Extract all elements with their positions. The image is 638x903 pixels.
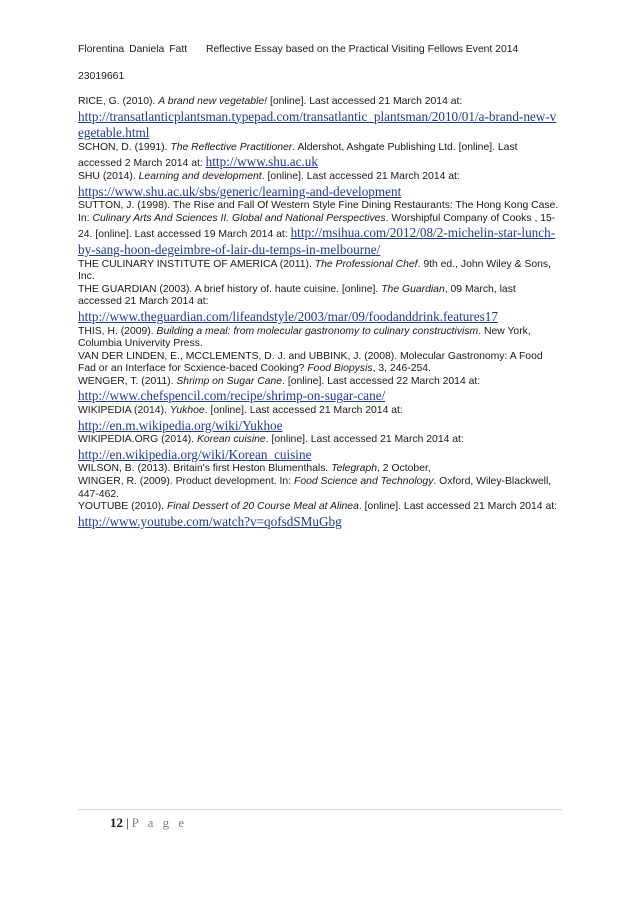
reference-entry (78, 351, 561, 376)
reference-work-title: Shrimp on Sugar Cane (176, 375, 283, 387)
reference-entry (78, 405, 561, 434)
reference-entry (78, 434, 561, 463)
reference-authors: WENGER, T. (2011). (78, 375, 177, 387)
reference-work-title: Building a meal: from molecular gastronomy to culinary constructivism (156, 325, 479, 337)
reference-work-title: A brand new vegetable! (158, 96, 268, 107)
reference-authors: THIS, H. (2009). (78, 325, 157, 337)
reference-details: . Aldershot, Ashgate Publishing Ltd. [online]. Last accessed 2 March 2014 at: (78, 141, 518, 170)
reference-details: . [online]. Last accessed 21 March 2014 at: (261, 170, 460, 182)
reference-work-title: Yukhoe (169, 405, 205, 417)
reference-authors: WILSON, B. (2013). Britain's first Heston Blumenthals. (78, 463, 332, 475)
reference-authors: THE CULINARY INSTITUTE OF AMERICA (2011). (78, 258, 315, 270)
page-number: 12 (110, 815, 123, 830)
reference-details: [online]. Last accessed 21 March 2014 at: (267, 96, 463, 107)
header-title: Reflective Essay based on the Practical Visiting Fellows Event 2014 (206, 44, 519, 55)
reference-link[interactable]: http://www.shu.ac.uk (205, 154, 318, 170)
reference-entry (78, 171, 561, 200)
reference-authors: WIKIPEDIA.ORG (2014). (78, 434, 197, 446)
reference-work-title: The Reflective Practitioner (170, 141, 293, 153)
reference-authors: SUTTON, J. (1998). The Rise and Fall Of Western Style Fine Dining Restaurants: The Hong Kong Case. In: (78, 200, 559, 224)
reference-entry (78, 463, 561, 476)
reference-link[interactable]: http://transatlanticplantsman.typepad.com/transatlantic_plantsman/2010/01/a-brand-new-vegetable.html (78, 108, 557, 141)
header-author: Florentina Daniela Fatt (78, 44, 188, 55)
reference-details: . [online]. Last accessed 21 March 2014 at: (204, 405, 403, 417)
footer-divider (78, 809, 562, 810)
reference-authors: YOUTUBE (2010). (78, 501, 167, 513)
reference-entry (78, 96, 561, 142)
student-id: 23019661 (78, 71, 125, 82)
reference-entry (78, 200, 561, 258)
reference-entry (78, 259, 561, 284)
reference-details: . [online]. Last accessed 22 March 2014 at: (282, 375, 481, 387)
reference-authors: VAN DER LINDEN, E., MCCLEMENTS, D. J. and UBBINK, J. (2008). Molecular Gastronomy: A Food Fad or an Interface for Scxience-baced Cooking? (78, 350, 543, 375)
reference-work-title: The Professional Chef (314, 258, 418, 270)
reference-authors: WINGER, R. (2009). Product development. In: (78, 476, 294, 488)
page-footer (110, 815, 187, 831)
reference-details: . 9th ed., John Wiley & Sons, Inc. (78, 258, 551, 283)
reference-entry (78, 326, 561, 351)
reference-authors: SHU (2014). (78, 170, 139, 182)
reference-link[interactable]: http://www.theguardian.com/lifeandstyle/2003/mar/09/foodanddrink.features17 (78, 308, 498, 324)
reference-details: . [online]. Last accessed 21 March 2014 at: (358, 501, 557, 513)
reference-work-title: Culinary Arts And Sciences II. Global and National Perspectives (92, 212, 386, 224)
reference-entry (78, 376, 561, 405)
reference-details: . Oxford, Wiley-Blackwell, 447-462. (78, 476, 552, 500)
reference-details: , 2 October, (377, 463, 431, 475)
reference-details: , 09 March, last accessed 21 March 2014 at: (78, 283, 516, 308)
reference-link[interactable]: http://msihua.com/2012/08/2-michelin-star-lunch-by-sang-hoon-degeimbre-of-lair-du-temps-in-melbourne/ (78, 225, 556, 257)
reference-link[interactable]: http://en.wikipedia.org/wiki/Korean_cuisine (78, 446, 312, 462)
reference-authors: SCHON, D. (1991). (78, 141, 171, 153)
reference-link[interactable]: http://en.m.wikipedia.org/wiki/Yukhoe (78, 417, 283, 433)
reference-authors: RICE, G. (2010). (78, 96, 159, 107)
reference-authors: THE GUARDIAN (2003). A brief history of. haute cuisine. [online]. (78, 283, 382, 295)
reference-list (78, 96, 561, 530)
reference-link[interactable]: http://www.chefspencil.com/recipe/shrimp-on-sugar-cane/ (78, 388, 386, 404)
reference-entry (78, 284, 561, 326)
reference-details: . New York, Columbia Univervity Press. (78, 325, 531, 350)
reference-entry (78, 501, 561, 530)
reference-work-title: Food Science and Technology (293, 476, 434, 488)
reference-work-title: The Guardian (381, 283, 445, 295)
reference-details: . [online]. Last accessed 21 March 2014 at: (265, 434, 464, 446)
reference-work-title: Telegraph (331, 463, 378, 475)
reference-link[interactable]: https://www.shu.ac.uk/sbs/generic/learning-and-development (78, 183, 402, 199)
page-label: P a g e (131, 815, 188, 830)
reference-details: . Worshipful Company of Cooks , 15-24. [online]. Last accessed 19 March 2014 at: (78, 212, 556, 241)
reference-details: , 3, 246-254. (372, 363, 431, 375)
reference-work-title: Food Biopysis (307, 363, 373, 375)
reference-authors: WIKIPEDIA (2014). (78, 405, 170, 417)
reference-work-title: Final Dessert of 20 Course Meal at Alinea (166, 501, 359, 513)
reference-entry (78, 142, 561, 171)
page-header (78, 44, 578, 55)
reference-link[interactable]: http://www.youtube.com/watch?v=qofsdSMuGbg (78, 513, 342, 529)
reference-entry (78, 476, 561, 501)
reference-work-title: Korean cuisine (196, 434, 266, 446)
reference-work-title: Learning and development (138, 170, 262, 182)
footer-separator: | (126, 815, 129, 830)
